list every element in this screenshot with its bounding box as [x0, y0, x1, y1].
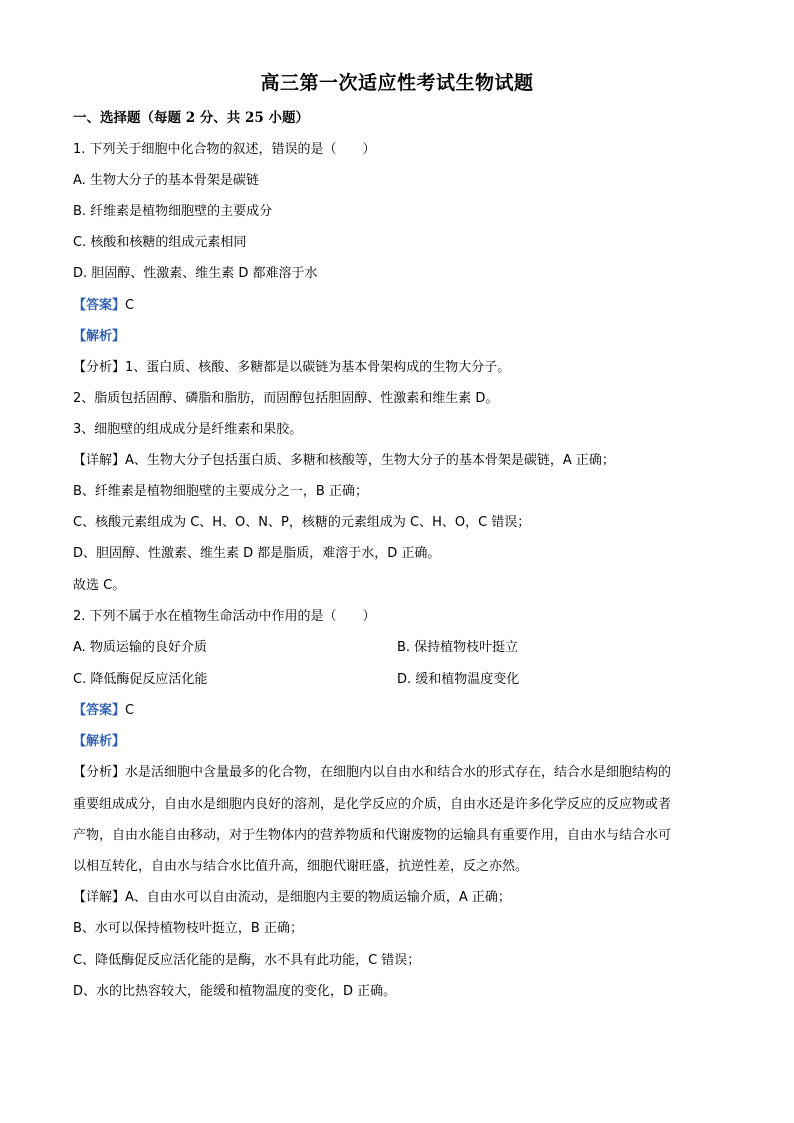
detail-tag: 【详解】 — [73, 890, 126, 905]
question-1-fenxi-line-2: 2、脂质包括固醇、磷脂和脂肪，而固醇包括胆固醇、性激素和维生素 D。 — [73, 391, 499, 406]
question-2-option-a: A. 物质运输的良好介质 — [73, 640, 207, 655]
page-title: 高三第一次适应性考试生物试题 — [260, 72, 534, 94]
analysis-tag: 【解析】 — [73, 734, 126, 749]
question-1-answer — [73, 297, 134, 315]
fenxi-text: 水是活细胞中含量最多的化合物，在细胞内以自由水和结合水的形式存在，结合水是细胞结构的 — [125, 765, 672, 780]
question-2-detail-b: B、水可以保持植物枝叶挺立，B 正确； — [73, 921, 303, 936]
answer-value: C — [125, 703, 135, 718]
question-2-fenxi-line-2: 重要组成成分，自由水是细胞内良好的溶剂，是化学反应的介质，自由水还是许多化学反应的反应物或者 — [73, 797, 672, 812]
question-1-detail — [73, 452, 615, 470]
question-1-analysis-heading — [73, 328, 125, 346]
question-2-detail-d: D、水的比热容较大，能缓和植物温度的变化，D 正确。 — [73, 984, 397, 999]
fenxi-text: 1、蛋白质、核酸、多糖都是以碳链为基本骨架构成的生物大分子。 — [125, 360, 511, 375]
question-2-option-c: C. 降低酶促反应活化能 — [73, 672, 208, 687]
question-2-answer — [73, 702, 134, 720]
question-2-analysis-heading — [73, 733, 125, 751]
detail-text: A、自由水可以自由流动，是细胞内主要的物质运输介质，A 正确； — [125, 890, 511, 905]
question-1-fenxi-line-3: 3、细胞壁的组成成分是纤维素和果胶。 — [73, 422, 303, 437]
detail-text: A、生物大分子包括蛋白质、多糖和核酸等，生物大分子的基本骨架是碳链，A 正确； — [125, 453, 615, 468]
question-1-option-a: A. 生物大分子的基本骨架是碳链 — [73, 173, 259, 188]
analysis-tag: 【解析】 — [73, 329, 126, 344]
fenxi-tag: 【分析】 — [73, 765, 126, 780]
question-2-detail — [73, 889, 511, 907]
question-1-detail-c: C、核酸元素组成为 C、H、O、N、P，核糖的元素组成为 C、H、O，C 错误； — [73, 515, 531, 530]
question-2-fenxi-line-3: 产物，自由水能自由移动，对于生物体内的营养物质和代谢废物的运输具有重要作用，自由水与结合水可 — [73, 828, 672, 843]
question-2-fenxi — [73, 764, 671, 782]
question-1-detail-b: B、纤维素是植物细胞壁的主要成分之一，B 正确； — [73, 484, 368, 499]
question-2-fenxi-line-4: 以相互转化，自由水与结合水比值升高，细胞代谢旺盛，抗逆性差，反之亦然。 — [73, 859, 529, 874]
fenxi-tag: 【分析】 — [73, 360, 126, 375]
question-1-option-c: C. 核酸和核糖的组成元素相同 — [73, 235, 247, 250]
section-heading: 一、选择题（每题 2 分、共 25 小题） — [73, 110, 309, 126]
question-1-option-d: D. 胆固醇、性激素、维生素 D 都难溶于水 — [73, 266, 318, 281]
answer-tag: 【答案】 — [73, 298, 126, 313]
question-2-detail-c: C、降低酶促反应活化能的是酶，水不具有此功能，C 错误； — [73, 953, 421, 968]
question-2-option-b: B. 保持植物枝叶挺立 — [397, 640, 519, 655]
question-1-fenxi — [73, 359, 510, 377]
question-2-option-d: D. 缓和植物温度变化 — [397, 672, 520, 687]
answer-value: C — [125, 298, 135, 313]
detail-tag: 【详解】 — [73, 453, 126, 468]
question-1-detail-d: D、胆固醇、性激素、维生素 D 都是脂质，难溶于水，D 正确。 — [73, 546, 441, 561]
question-1-option-b: B. 纤维素是植物细胞壁的主要成分 — [73, 204, 273, 219]
answer-tag: 【答案】 — [73, 703, 126, 718]
question-1-conclusion: 故选 C。 — [73, 578, 126, 593]
question-1-stem: 1. 下列关于细胞中化合物的叙述，错误的是（ ） — [73, 142, 376, 157]
question-2-stem: 2. 下列不属于水在植物生命活动中作用的是（ ） — [73, 609, 376, 624]
